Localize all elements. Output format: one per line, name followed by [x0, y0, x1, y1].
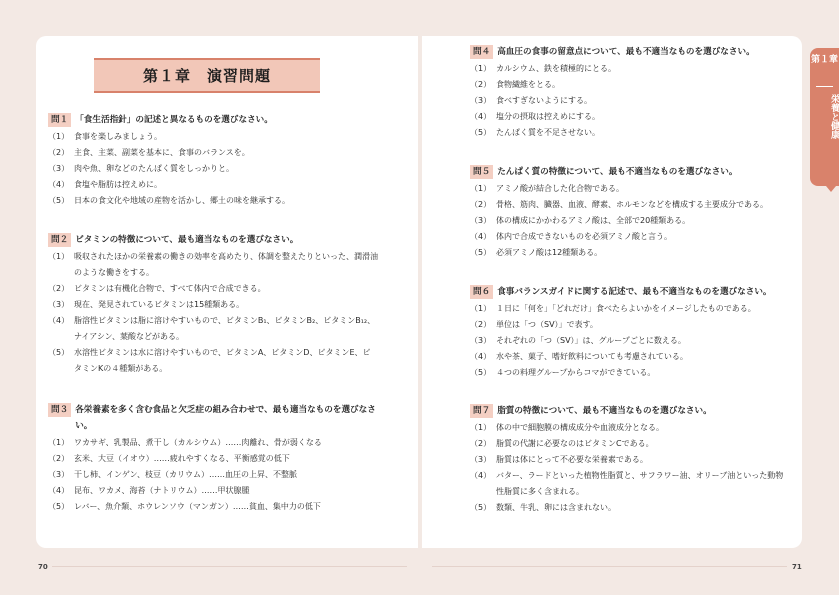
answer-option [470, 181, 788, 197]
option-text: 体の中で細胞膜の構成成分や血液成分となる。 [496, 423, 664, 432]
question-block [48, 112, 378, 209]
option-number: （3） [470, 336, 492, 345]
question-heading [48, 112, 378, 128]
option-number: （4） [48, 180, 70, 189]
answer-option [48, 499, 378, 515]
answer-option [470, 61, 788, 77]
answer-option [470, 436, 788, 452]
option-number: （3） [470, 216, 492, 225]
option-number: （3） [470, 455, 492, 464]
option-text: 必須アミノ酸は12種類ある。 [496, 248, 603, 257]
option-number: （1） [470, 64, 492, 73]
option-number: （5） [470, 128, 492, 137]
answer-option [48, 483, 378, 499]
question-heading [48, 232, 378, 248]
option-text: たんぱく質を不足させない。 [496, 128, 600, 137]
option-text: 昆布、ワカメ、海苔（ナトリウム）……甲状腺腫 [74, 486, 250, 495]
chapter-side-tab[interactable] [810, 48, 839, 186]
question-block [48, 232, 378, 377]
question-text: ビタミンの特徴について、最も適当なものを選びなさい。 [75, 235, 299, 245]
answer-option [48, 161, 378, 177]
answer-option [48, 193, 378, 209]
answer-option [470, 301, 788, 317]
option-number: （5） [48, 502, 70, 511]
option-text: 肉や魚、卵などのたんぱく質をしっかりと。 [74, 164, 234, 173]
option-text: １日に「何を」「どれだけ」食べたらよいかをイメージしたものである。 [496, 304, 756, 313]
answer-option [470, 77, 788, 93]
side-tab-divider [816, 86, 833, 87]
question-block [470, 44, 788, 141]
question-text: 脂質の特徴について、最も不適当なものを選びなさい。 [497, 406, 712, 416]
answer-option [470, 420, 788, 436]
answer-option [470, 93, 788, 109]
option-number: （2） [470, 439, 492, 448]
answer-option [48, 129, 378, 145]
option-text: ビタミンは有機化合物で、すべて体内で合成できる。 [74, 284, 266, 293]
question-block [470, 284, 788, 381]
option-number: （2） [48, 148, 70, 157]
question-number-badge: 問５ [470, 165, 493, 179]
question-number-badge: 問３ [48, 403, 71, 417]
option-number: （1） [48, 438, 70, 447]
question-text: 高血圧の食事の留意点について、最も不適当なものを選びなさい。 [497, 47, 755, 57]
page-number-left: 70 [38, 563, 48, 571]
option-text: それぞれの「つ（SV）」は、グループごとに数える。 [496, 336, 686, 345]
option-text: 脂質の代謝に必要なのはビタミンCである。 [496, 439, 654, 448]
page-gutter [418, 36, 422, 548]
answer-option [470, 197, 788, 213]
question-text: たんぱく質の特徴について、最も不適当なものを選びなさい。 [497, 167, 738, 177]
option-number: （2） [470, 200, 492, 209]
option-number: （5） [470, 248, 492, 257]
question-heading [470, 403, 788, 419]
answer-option [48, 297, 378, 313]
option-number: （1） [470, 423, 492, 432]
option-number: （2） [48, 454, 70, 463]
question-heading [470, 164, 788, 180]
answer-option [470, 229, 788, 245]
option-text: 主食、主菜、副菜を基本に、食事のバランスを。 [74, 148, 250, 157]
option-text: 骨格、筋肉、臓器、血液、酵素、ホルモンなどを構成する主要成分である。 [496, 200, 768, 209]
answer-option [470, 365, 788, 381]
option-text: 干し柿、インゲン、枝豆（カリウム）……血圧の上昇、不整脈 [74, 470, 297, 479]
question-block [470, 403, 788, 516]
option-number: （4） [48, 486, 70, 495]
option-number: （1） [470, 184, 492, 193]
option-number: （5） [48, 196, 70, 205]
option-text: 食べすぎないようにする。 [496, 96, 592, 105]
option-text: 体内で合成できないものを必須アミノ酸と言う。 [496, 232, 672, 241]
question-heading [48, 402, 378, 434]
answer-option [470, 452, 788, 468]
option-text: ４つの料理グループからコマができている。 [496, 368, 656, 377]
answer-option [470, 213, 788, 229]
option-number: （3） [48, 164, 70, 173]
option-number: （2） [470, 320, 492, 329]
option-text: アミノ酸が結合した化合物である。 [496, 184, 624, 193]
option-number: （4） [470, 471, 492, 480]
option-number: （3） [48, 470, 70, 479]
option-text: 日本の食文化や地域の産物を活かし、郷土の味を継承する。 [74, 196, 290, 205]
answer-option [48, 435, 378, 451]
option-number: （3） [470, 96, 492, 105]
answer-option [470, 109, 788, 125]
footer-line-left [52, 566, 407, 567]
question-text: 「食生活指針」の記述と異なるものを選びなさい。 [75, 115, 273, 125]
option-number: （5） [470, 503, 492, 512]
option-text: 玄米、大豆（イオウ）……疲れやすくなる、平衡感覚の低下 [74, 454, 290, 463]
answer-option [48, 249, 378, 281]
option-text: バター、ラードといった植物性脂質と、サフラワー油、オリーブ油といった動物性脂質に多く含まれる。 [496, 471, 784, 496]
answer-option [48, 145, 378, 161]
chapter-title: 第１章 演習問題 [94, 58, 320, 93]
option-text: ワカサギ、乳製品、煮干し（カルシウム）……肉離れ、骨が弱くなる [74, 438, 322, 447]
option-number: （2） [48, 284, 70, 293]
answer-option [48, 345, 378, 377]
question-text: 食事バランスガイドに関する記述で、最も不適当なものを選びなさい。 [497, 287, 772, 297]
question-heading [470, 44, 788, 60]
answer-option [470, 500, 788, 516]
option-text: 水溶性ビタミンは水に溶けやすいもので、ビタミンA、ビタミンD、ビタミンE、ビタミンKの４種類がある。 [74, 348, 371, 373]
question-text: 各栄養素を多く含む食品と欠乏症の組み合わせで、最も適当なものを選びなさい。 [75, 405, 376, 431]
answer-option [470, 333, 788, 349]
answer-option [470, 349, 788, 365]
option-text: 食事を楽しみましょう。 [74, 132, 162, 141]
option-text: 体の構成にかかわるアミノ酸は、全部で20種類ある。 [496, 216, 691, 225]
option-number: （3） [48, 300, 70, 309]
option-number: （4） [470, 352, 492, 361]
option-number: （4） [48, 316, 70, 325]
answer-option [48, 177, 378, 193]
answer-option [470, 245, 788, 261]
question-number-badge: 問４ [470, 45, 493, 59]
option-text: カルシウム、鉄を積極的にとる。 [496, 64, 616, 73]
option-text: 食塩や脂肪は控えめに。 [74, 180, 162, 189]
question-block [470, 164, 788, 261]
question-block [48, 402, 378, 515]
option-number: （4） [470, 112, 492, 121]
page-number-right: 71 [792, 563, 802, 571]
question-number-badge: 問１ [48, 113, 71, 127]
question-number-badge: 問２ [48, 233, 71, 247]
option-text: 塩分の摂取は控えめにする。 [496, 112, 600, 121]
answer-option [48, 467, 378, 483]
option-text: 食物繊維をとる。 [496, 80, 560, 89]
option-number: （4） [470, 232, 492, 241]
answer-option [470, 468, 788, 500]
option-number: （1） [48, 252, 70, 261]
question-heading [470, 284, 788, 300]
answer-option [48, 281, 378, 297]
option-number: （2） [470, 80, 492, 89]
answer-option [470, 317, 788, 333]
option-text: 脂溶性ビタミンは脂に溶けやすいもので、ビタミンB₁、ビタミンB₂、ビタミンB₁₂、ナイアシン、葉酸などがある。 [74, 316, 376, 341]
footer-line-right [432, 566, 787, 567]
side-tab-subject: 栄養と健康 [829, 94, 839, 139]
option-number: （1） [470, 304, 492, 313]
side-tab-pointer-icon [826, 186, 836, 192]
option-text: 吸収されたほかの栄養素の働きの効率を高めたり、体調を整えたりといった、潤滑油のような働きをする。 [74, 252, 378, 277]
answer-option [48, 451, 378, 467]
option-text: 数類、牛乳、卵には含まれない。 [496, 503, 616, 512]
option-number: （5） [470, 368, 492, 377]
option-text: レバー、魚介類、ホウレンソウ（マンガン）……貧血、集中力の低下 [74, 502, 321, 511]
option-text: 単位は「つ（SV）」で表す。 [496, 320, 598, 329]
option-text: 現在、発見されているビタミンは15種類ある。 [74, 300, 245, 309]
option-number: （5） [48, 348, 70, 357]
question-number-badge: 問７ [470, 404, 493, 418]
answer-option [48, 313, 378, 345]
option-text: 脂質は体にとって不必要な栄養素である。 [496, 455, 648, 464]
option-number: （1） [48, 132, 70, 141]
answer-option [470, 125, 788, 141]
side-tab-chapter: 第１章 [810, 55, 838, 65]
question-number-badge: 問６ [470, 285, 493, 299]
option-text: 水や茶、菓子、嗜好飲料についても考慮されている。 [496, 352, 688, 361]
